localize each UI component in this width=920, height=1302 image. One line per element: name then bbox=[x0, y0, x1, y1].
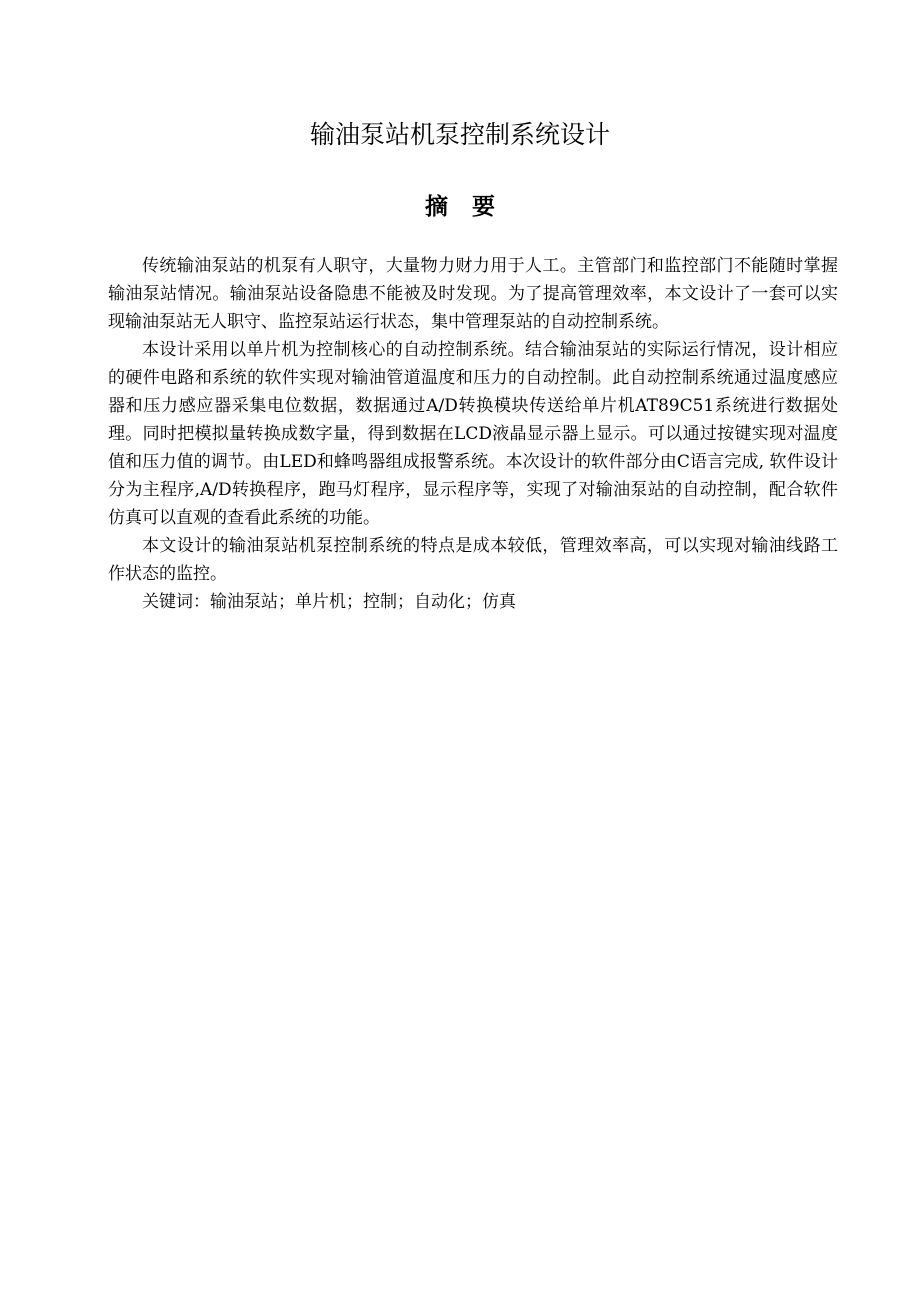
keywords-value: 输油泵站；单片机；控制；自动化；仿真 bbox=[210, 592, 516, 612]
document-title: 输油泵站机泵控制系统设计 bbox=[309, 120, 610, 149]
keywords-label: 关键词： bbox=[142, 592, 210, 612]
abstract-paragraph-2: 本设计采用以单片机为控制核心的自动控制系统。结合输油泵站的实际运行情况，设计相应的硬件电路和系统的软件实现对输油管道温度和压力的自动控制。此自动控制系统通过温度感应器和压力感应器采集电位数据，数据通过A/D转换模块传送给单片机AT89C51系统进行数据处理。同时把模拟量转换成数字量，得到数据在LCD液晶显示器上显示。可以通过按键实现对温度值和压力值的调节。由LED和蜂鸣器组成报警系统。本次设计的软件部分由C语言完成, 软件设计分为主程序,A/D转换程序，跑马灯程序，显示程序等，实现了对输油泵站的自动控制，配合软件仿真可以直观的查看此系统的功能。 bbox=[108, 340, 838, 528]
abstract-paragraph-3: 本文设计的输油泵站机泵控制系统的特点是成本较低，管理效率高，可以实现对输油线路工作状态的监控。 bbox=[108, 536, 838, 584]
keywords-line bbox=[108, 588, 838, 616]
abstract-body bbox=[108, 252, 838, 616]
abstract-heading: 摘要 bbox=[425, 194, 519, 220]
abstract-paragraph-1: 传统输油泵站的机泵有人职守，大量物力财力用于人工。主管部门和监控部门不能随时掌握输油泵站情况。输油泵站设备隐患不能被及时发现。为了提高管理效率，本文设计了一套可以实现输油泵站无人职守、监控泵站运行状态，集中管理泵站的自动控制系统。 bbox=[108, 256, 838, 332]
